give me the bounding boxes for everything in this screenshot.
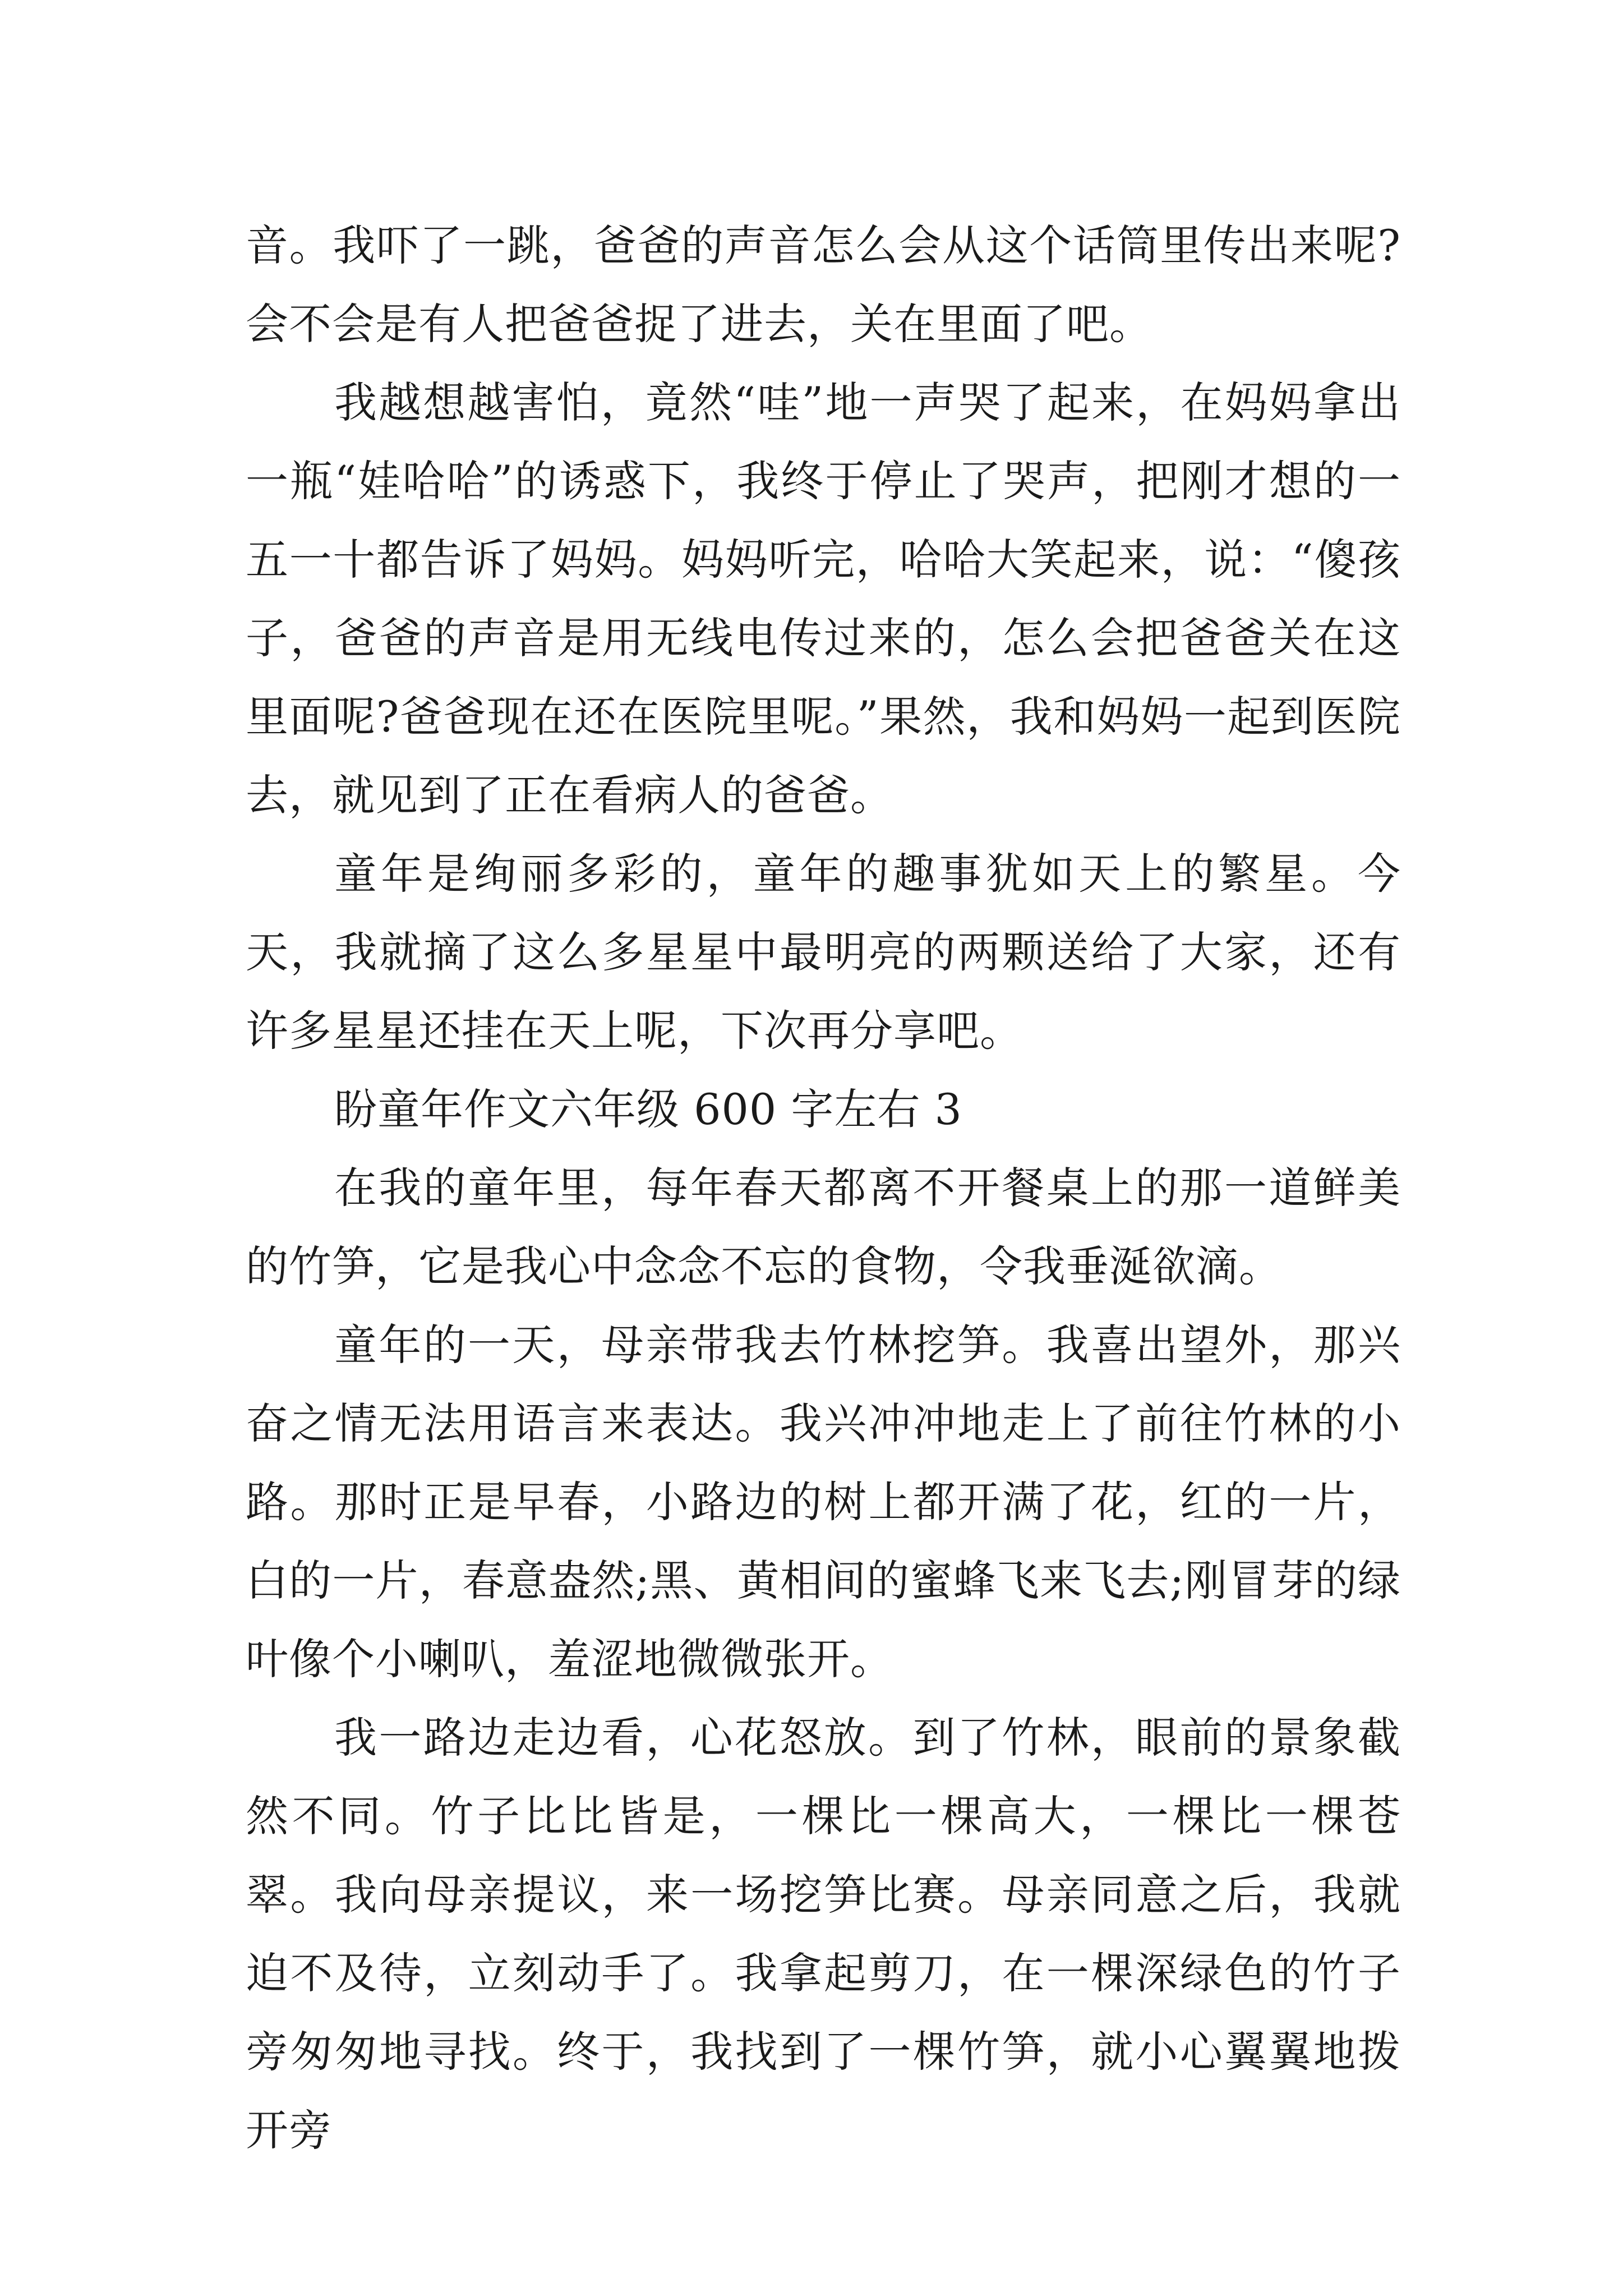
paragraph-bamboo-shoots: 在我的童年里，每年春天都离不开餐桌上的那一道鲜美的竹笋，它是我心中念念不忘的食物，令我垂涎欲滴。 — [246, 1163, 1401, 1291]
paragraph-phone-story: 我越想越害怕，竟然“哇”地一声哭了起来，在妈妈拿出一瓶“娃哈哈”的诱惑下，我终于停止了哭声，把刚才想的一五一十都告诉了妈妈。妈妈听完，哈哈大笑起来，说：“傻孩子，爸爸的声音是用无线电传过来的，怎么会把爸爸关在这里面呢?爸爸现在还在医院里呢。”果然，我和妈妈一起到医院去，就见到了正在看病人的爸爸。 — [246, 378, 1401, 820]
paragraph-bamboo-trip: 童年的一天，母亲带我去竹林挖笋。我喜出望外，那兴奋之情无法用语言来表达。我兴冲冲地走上了前往竹林的小路。那时正是早春，小路边的树上都开满了花，红的一片，白的一片，春意盎然;黑、黄相间的蜜蜂飞来飞去;刚冒芽的绿叶像个小喇叭，羞涩地微微张开。 — [246, 1320, 1401, 1684]
paragraph-bamboo-forest: 我一路边走边看，心花怒放。到了竹林，眼前的景象截然不同。竹子比比皆是，一棵比一棵高大，一棵比一棵苍翠。我向母亲提议，来一场挖笋比赛。母亲同意之后，我就迫不及待，立刻动手了。我拿起剪刀，在一棵深绿色的竹子旁匆匆地寻找。终于，我找到了一棵竹笋，就小心翼翼地拨开旁 — [246, 1713, 1401, 2155]
paragraph-childhood-stars: 童年是绚丽多彩的，童年的趣事犹如天上的繁星。今天，我就摘了这么多星星中最明亮的两颗送给了大家，还有许多星星还挂在天上呢，下次再分享吧。 — [246, 849, 1401, 1056]
paragraph-continuation: 音。我吓了一跳，爸爸的声音怎么会从这个话筒里传出来呢?会不会是有人把爸爸捉了进去，关在里面了吧。 — [246, 220, 1401, 349]
essay-heading: 盼童年作文六年级 600 字左右 3 — [334, 1084, 962, 1134]
document-body — [246, 206, 1401, 2170]
